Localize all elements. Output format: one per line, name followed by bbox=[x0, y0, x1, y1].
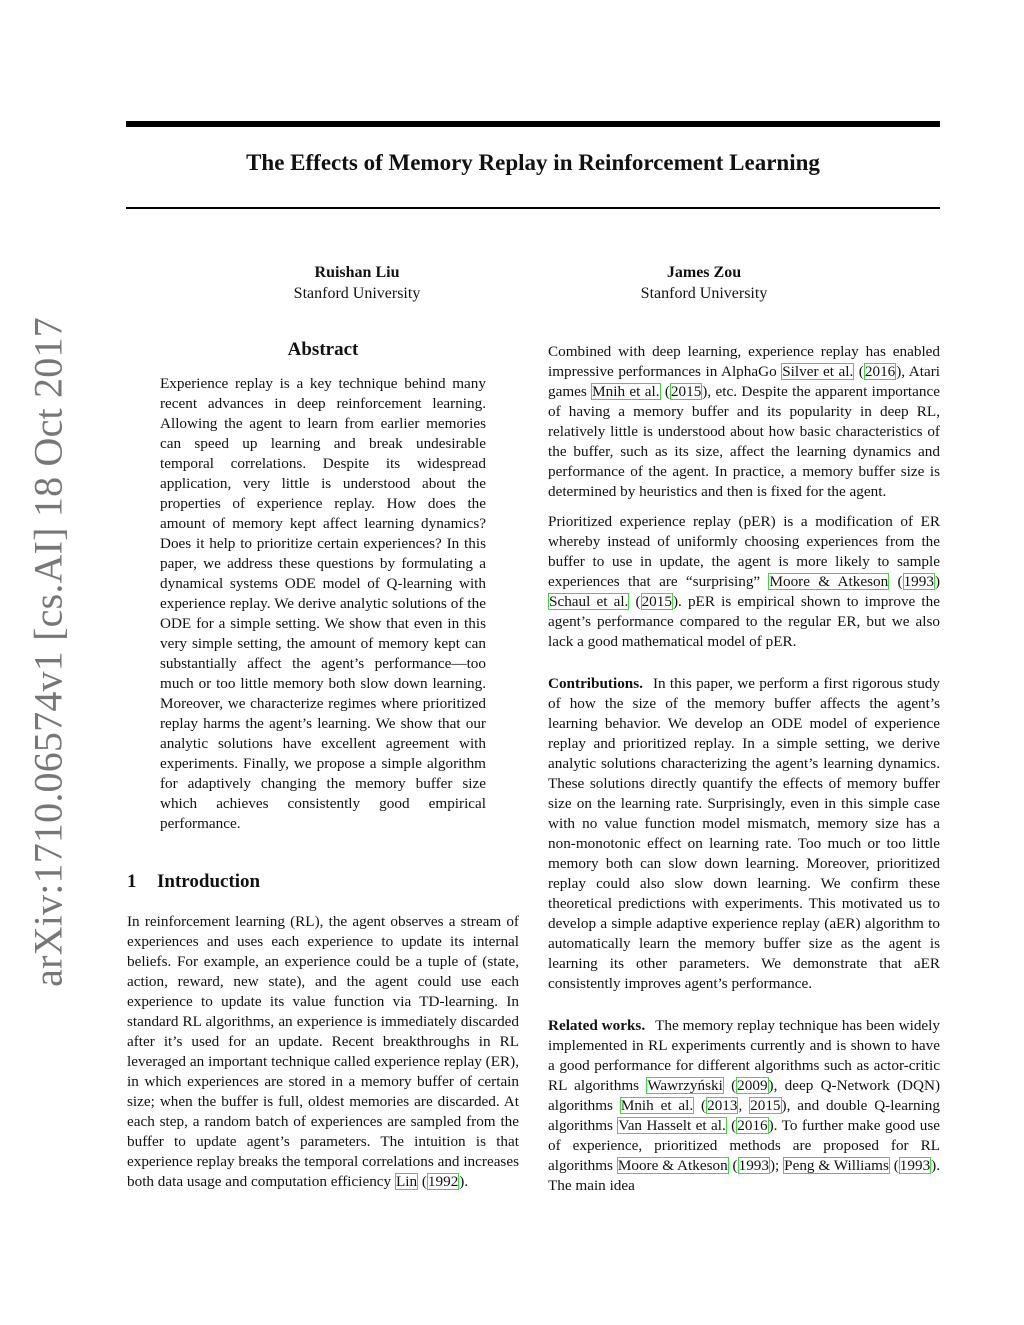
citation-link[interactable]: Van Hasselt et al. bbox=[618, 1117, 726, 1134]
paragraph-text: ( bbox=[728, 1157, 738, 1174]
arxiv-sidebar-stamp: arXiv:1710.06574v1 [cs.AI] 18 Oct 2017 bbox=[25, 317, 71, 987]
contributions-paragraph bbox=[548, 674, 940, 994]
section-number: 1 bbox=[127, 871, 137, 892]
paragraph-text: In reinforcement learning (RL), the agent observes a stream of experiences and uses each experience to update its internal beliefs. For example, an experience could be a tuple of (state, action, reward, new state), and the agent could use each experience to update its value function via TD-learning. In standard RL algorithms, an experience is immediately discarded after it’s used for an update. Recent breakthroughs in RL leveraged an important technique called experience replay (ER), in which experiences are stored in a memory buffer of certain size; when the buffer is full, oldest memories are discarded. At each step, a random batch of experiences are sampled from the buffer to update agent’s parameters. The intuition is that experience replay breaks the temporal correlations and increases both data usage and computation efficiency bbox=[127, 913, 519, 1190]
paragraph-text: ( bbox=[629, 593, 641, 610]
contributions-heading: Contributions. bbox=[548, 675, 643, 692]
citation-year-link[interactable]: 2009 bbox=[737, 1077, 768, 1094]
section-heading-introduction bbox=[127, 872, 519, 892]
paragraph-text: In this paper, we perform a first rigorous study of how the size of the memory buffer affects the agent’s learning behavior. We develop an ODE model of experience replay and prioritized replay. In a simple setting, we derive analytic solutions characterizing the agent’s learning dynamics. These solutions directly quantify the effects of memory buffer size on the learning rate. Surprisingly, even in this simple case with no value function model mismatch, memory size has a non-monotonic effect on learning rate. Too much or too little memory both can slow down learning. Moreover, prioritized replay could also slow down learning. We confirm these theoretical predictions with experiments. This motivated us to develop a simple adaptive experience replay (aER) algorithm to automatically learn the memory buffer size as the agent is learning its other parameters. We demonstrate that aER consistently improves agent’s performance. bbox=[548, 675, 940, 992]
paragraph-text: The memory replay technique has been widely implemented in RL experiments currently and is shown to have a good performance for different algorithms such as actor-critic RL algorithms bbox=[548, 1017, 940, 1094]
citation-year-link[interactable]: 2016 bbox=[864, 363, 896, 380]
paragraph-text: Prioritized experience replay (pER) is a modification of ER whereby instead of uniformly choosing experiences from the buffer to use in update, the agent is more likely to sample experiences that are “surprising” bbox=[548, 513, 940, 590]
citation-link[interactable]: Moore & Atkeson bbox=[617, 1157, 728, 1174]
related-works-heading: Related works. bbox=[548, 1017, 646, 1034]
citation-year-link[interactable]: 2015 bbox=[670, 383, 702, 400]
abstract-text: Experience replay is a key technique behind many recent advances in deep reinforcement learning. Allowing the agent to learn from earlier memories can speed up learning and break undesirable temporal correlations. Despite its widespread application, very little is understood about the properties of experience replay. How does the amount of memory kept affect learning dynamics? Does it help to prioritize certain experiences? In this paper, we address these questions by formulating a dynamical systems ODE model of Q-learning with experience replay. We derive analytic solutions of the ODE for a simple setting. We show that even in this very simple setting, the amount of memory kept can substantially affect the agent’s performance—too much or too little memory both slow down learning. Moreover, we characterize regimes where prioritized replay harms the agent’s learning. We show that our analytic solutions have excellent agreement with experiments. Finally, we propose a simple algorithm for adaptively changing the memory buffer size which achieves consistently good empirical performance. bbox=[160, 375, 486, 832]
author-block bbox=[574, 262, 834, 304]
citation-year-link[interactable]: 2016 bbox=[737, 1117, 768, 1134]
paragraph-text: ( bbox=[723, 1077, 737, 1094]
title-rule-bottom bbox=[126, 207, 940, 209]
paragraph-text: ). The main idea bbox=[548, 1157, 941, 1194]
body-paragraph bbox=[548, 342, 940, 502]
citation-year-link[interactable]: 1992 bbox=[427, 1173, 459, 1190]
citation-link[interactable]: Wawrzyński bbox=[647, 1077, 723, 1094]
citation-link[interactable]: Mnih et al. bbox=[620, 1097, 694, 1114]
paragraph-text: ). To further make good use of experience, prioritized methods are proposed for RL algorithms bbox=[548, 1117, 941, 1174]
paragraph-text: ), Atari games bbox=[548, 363, 940, 400]
citation-year-link[interactable]: 1993 bbox=[899, 1157, 931, 1174]
citation-year-link[interactable]: 2013 bbox=[707, 1097, 738, 1114]
paragraph-text: ), and double Q-learning algorithms bbox=[548, 1097, 940, 1134]
citation-year-link[interactable]: 1993 bbox=[738, 1157, 769, 1174]
citation-link[interactable]: Silver et al. bbox=[782, 363, 854, 380]
related-works-paragraph bbox=[548, 1016, 940, 1196]
paragraph-text: ) bbox=[934, 573, 940, 590]
paragraph-text: , bbox=[738, 1097, 750, 1114]
abstract-heading: Abstract bbox=[287, 339, 359, 360]
paragraph-text: ( bbox=[660, 383, 670, 400]
paragraph-text: ( bbox=[694, 1097, 707, 1114]
paragraph-text: Combined with deep learning, experience replay has enabled impressive performances in AlphaGo bbox=[548, 343, 940, 380]
left-column bbox=[127, 340, 519, 1192]
body-paragraph bbox=[548, 512, 940, 652]
author-name: James Zou bbox=[666, 264, 742, 281]
paragraph-text: ). bbox=[459, 1173, 469, 1190]
paragraph-text: ( bbox=[889, 573, 903, 590]
intro-paragraph bbox=[127, 912, 519, 1192]
citation-link[interactable]: Lin bbox=[395, 1173, 418, 1190]
title-rule-top bbox=[126, 121, 940, 127]
citation-link[interactable]: Peng & Williams bbox=[784, 1157, 889, 1174]
author-affiliation: Stanford University bbox=[293, 285, 421, 302]
paper-title: The Effects of Memory Replay in Reinforcement Learning bbox=[246, 150, 820, 175]
paragraph-text: ( bbox=[418, 1173, 427, 1190]
author-affiliation: Stanford University bbox=[640, 285, 768, 302]
paragraph-text: ( bbox=[889, 1157, 899, 1174]
paragraph-text: ), deep Q-Network (DQN) algorithms bbox=[548, 1077, 940, 1114]
right-column bbox=[548, 342, 940, 1196]
paragraph-text: ( bbox=[726, 1117, 737, 1134]
paragraph-text: ( bbox=[854, 363, 864, 380]
paragraph-text: ); bbox=[769, 1157, 784, 1174]
citation-link[interactable]: Moore & Atkeson bbox=[769, 573, 889, 590]
citation-year-link[interactable]: 1993 bbox=[903, 573, 934, 590]
paragraph-text: ). pER is empirical shown to improve the agent’s performance compared to the regular ER, but we also lack a good mathematical model of pER. bbox=[548, 593, 940, 650]
citation-year-link[interactable]: 2015 bbox=[641, 593, 672, 610]
author-block bbox=[227, 262, 487, 304]
paragraph-text: ), etc. Despite the apparent importance of having a memory buffer and its popularity in deep RL, relatively little is understood about how basic characteristics of the buffer, such as its size, affect the learning dynamics and performance of the agent. In practice, a memory buffer size is determined by heuristics and then is fixed for the agent. bbox=[548, 383, 940, 500]
citation-year-link[interactable]: 2015 bbox=[750, 1097, 781, 1114]
author-name: Ruishan Liu bbox=[314, 264, 400, 281]
citation-link[interactable]: Schaul et al. bbox=[549, 593, 629, 610]
section-title: Introduction bbox=[157, 871, 261, 892]
citation-link[interactable]: Mnih et al. bbox=[592, 383, 660, 400]
